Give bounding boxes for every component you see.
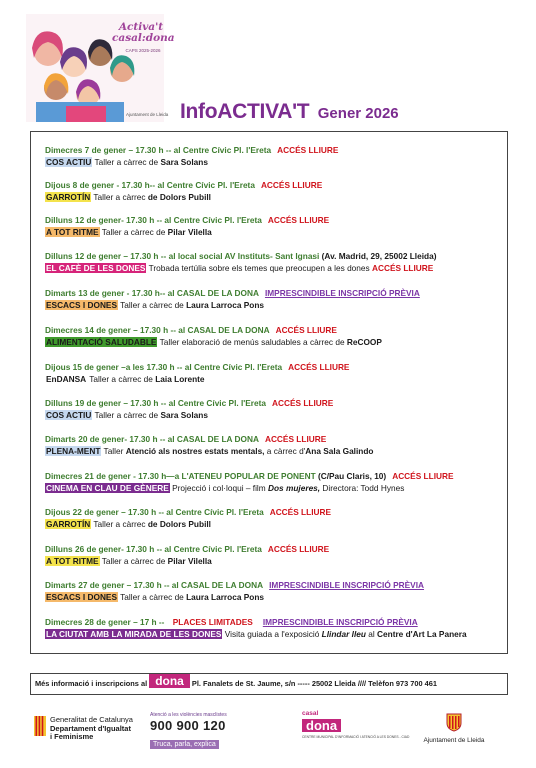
event-date: Dimecres 28 de gener – 17 h -- [45,617,167,627]
event-access-status: ACCÉS LLIURE [288,362,350,372]
event-date: Dimecres 21 de gener - 17.30 h—a [45,471,182,481]
event-place: CASAL DE LA DONA [176,288,259,298]
event-date: Dijous 15 de gener –a les 17.30 h -- al [45,362,194,372]
event-entry [45,180,505,203]
event-description: Taller a càrrec de [92,409,161,420]
contact-prefix: Més informació i inscripcions al [35,679,150,688]
event-date: Dilluns 26 de gener- 17.30 h -- al [45,544,174,554]
event-address: (Av. Madrid, 29, 25002 Lleida) [319,251,437,261]
event-header-line [45,434,505,446]
event-facilitator-secondary: Centre d'Art La Panera [377,628,467,639]
event-detail-line [45,629,505,641]
ajuntament-lleida-logo [414,712,494,744]
event-description: Taller [101,445,126,456]
generalitat-line1: Generalitat de Catalunya [50,715,133,724]
event-entry [45,398,505,421]
activity-tag: COS ACTIU [46,156,92,167]
event-entry [45,325,505,348]
generalitat-line3: i Feminisme [50,732,94,741]
event-detail-line [45,157,505,169]
event-description: Taller a càrrec [91,191,148,202]
event-entry [45,507,505,530]
event-detail-line [45,519,505,531]
event-facilitator: Laura Larroca Pons [186,299,265,310]
event-facilitator: Pilar Vilella [167,226,212,237]
event-header-line [45,215,505,227]
event-place: CASAL DE LA DONA [181,580,264,590]
event-place: Centre Cívic Pl. l'Ereta [166,180,255,190]
event-header-line [45,580,505,592]
event-description: Visita guiada a l'exposició [222,628,322,639]
event-date: Dilluns 12 de gener- 17.30 h -- al [45,215,174,225]
event-facilitator: de Dolors Pubill [147,518,211,529]
activity-tag: LA CIUTAT AMB LA MIRADA DE LES DONES [46,628,222,639]
event-header-line [45,507,505,519]
contact-bar [30,673,508,695]
event-access-status: PLACES LIMITADES [172,617,253,627]
event-detail-line [45,374,505,386]
event-place: Centre Cívic Pl. l'Ereta [182,145,272,155]
event-header-line [45,145,505,157]
activity-tag: COS ACTIU [46,409,92,420]
event-place: CASAL DE LA DONA [176,434,259,444]
event-date: Dimecres 14 de gener – 17.30 h -- al [45,325,188,335]
event-entry [45,215,505,238]
event-description: Taller a càrrec de [99,226,168,237]
title-month: Gener 2026 [317,105,399,122]
casal-word: casal [302,710,319,717]
event-header-line [45,251,505,263]
event-place: Centre Cívic Pl. l'Ereta [193,362,283,372]
event-facilitator: Dos mujeres, [268,482,321,493]
event-entry [45,580,505,603]
event-date: Dijous 8 de gener - 17.30 h-- al [45,180,167,190]
event-entry [45,617,505,640]
event-detail-line [45,592,505,604]
event-detail-line [45,337,505,349]
event-detail-line [45,446,505,458]
activity-tag: A TOT RITME [46,555,99,566]
event-facilitator: Laia Lorente [155,373,205,384]
event-date: Dimarts 20 de gener- 17.30 h -- al [45,434,177,444]
activity-tag: GARROTÍN [46,191,91,202]
event-facilitator: Llindar lleu [321,628,366,639]
lleida-caption: Ajuntament de Lleida [423,737,485,744]
event-place: Centre Cívic Pl. l'Ereta [173,544,262,554]
casal-caption: CENTRE MUNICIPAL D'INFORMACIÓ I ATENCIÓ A LES DONES - CIAD [302,735,410,739]
events-list [30,131,508,654]
activity-tag: EL CAFÈ DE LES DONES [46,262,146,273]
event-date: Dilluns 12 de gener – 17.30 h -- al [45,251,178,261]
helpline-number: 900 900 120 [150,718,226,733]
event-place: CASAL DE LA DONA [187,325,270,335]
event-registration-status: IMPRESCINDIBLE INSCRIPCIÓ PRÈVIA [262,617,418,627]
event-access-status: ACCÉS LLIURE [277,145,339,155]
event-facilitator: de Dolors Pubill [147,191,211,202]
activity-tag: GARROTÍN [46,518,91,529]
event-facilitator-secondary: Ana Sala Galindo [305,445,374,456]
event-date: Dimecres 7 de gener – 17.30 h -- al [45,145,183,155]
event-description: Trobada tertúlia sobre els temes que preocupen a les dones [146,262,372,273]
casal-dona-badge: dona [149,674,190,688]
event-header-line [45,288,505,300]
event-header-line [45,398,505,410]
event-access-status: ACCÉS LLIURE [272,398,334,408]
event-date: Dijous 22 de gener – 17.30 h -- al [45,507,176,517]
event-place: local social AV Instituts- Sant Ignasi [177,251,320,261]
generalitat-emblem-icon [34,716,46,736]
lleida-crest-icon [443,712,465,732]
event-description-tail: a càrrec d' [264,445,306,456]
event-detail-line [45,192,505,204]
event-entry [45,145,505,168]
event-date: Dilluns 19 de gener – 17.30 h -- al [45,398,178,408]
event-header-line [45,362,505,374]
event-description: Taller a càrrec de [118,299,187,310]
helpline-tagline: Truca, parla, explica [150,740,219,749]
activity-tag: PLENA-MENT [46,445,101,456]
activity-tag: CINEMA EN CLAU DE GÈNERE [46,482,169,493]
event-header-line [45,325,505,337]
event-description: Taller a càrrec de [87,373,156,384]
event-date: Dimarts 27 de gener – 17.30 h -- al [45,580,182,590]
event-access-status: ACCÉS LLIURE [267,544,330,554]
activity-tag: A TOT RITME [46,226,99,237]
event-header-line [45,544,505,556]
event-entry [45,471,505,494]
event-access-status: IMPRESCINDIBLE INSCRIPCIÓ PRÈVIA [269,580,425,590]
event-detail-line [45,410,505,422]
event-date: Dimarts 13 de gener - 17.30 h-- al [45,288,177,298]
event-description: Taller elaboració de menús saludables a càrrec de [157,336,347,347]
event-entry [45,544,505,567]
activity-tag: ESCACS I DONES [46,591,117,602]
event-place: Centre Cívic Pl. l'Ereta [173,215,262,225]
page-title [180,100,399,124]
activity-tag: EnDANSA [46,373,87,384]
event-description: Taller a càrrec de [99,555,168,566]
event-access-status: ACCÉS LLIURE [371,262,434,273]
activat-logo: Activa't casal:dona [112,21,175,44]
event-header-line [45,471,505,483]
event-description: Projecció i col·loqui – film [169,482,268,493]
event-facilitator: Sara Solans [160,156,208,167]
title-main: InfoACTIVA'T [180,100,310,123]
activity-tag: ESCACS I DONES [46,299,117,310]
generalitat-line2: Departament d'Igualtat [50,723,131,733]
event-access-status: ACCÉS LLIURE [264,434,327,444]
activity-tag: ALIMENTACIÓ SALUDABLE [46,336,157,347]
event-detail-line [45,263,505,275]
event-entry [45,288,505,311]
event-description: Taller a càrrec [91,518,148,529]
event-place: Centre Cívic Pl. l'Ereta [177,398,267,408]
event-access-status: ACCÉS LLIURE [267,215,330,225]
event-header-line [45,617,505,629]
event-access-status: ACCÉS LLIURE [260,180,323,190]
logo-caption: CAPS 2025-2026 [125,48,161,53]
casal-dona-logo [302,710,410,739]
helpline-logo [150,712,230,751]
event-header-line [45,180,505,192]
event-entry [45,251,505,274]
event-description-tail: Directora: Todd Hynes [320,482,405,493]
event-address: (C/Pau Claris, 10) [315,471,387,481]
event-access-status: ACCÉS LLIURE [275,325,337,335]
contact-details: Pl. Fanalets de St. Jaume, s/n ----- 25002 Lleida //// Telèfon 973 700 461 [189,679,437,688]
event-facilitator: Atenció als nostres estats mentals, [125,445,265,456]
event-detail-line [45,556,505,568]
ajuntament-mini-caption: Ajuntament de Lleida [126,112,169,117]
helpline-caption: Atenció a les violències masclistes [150,712,227,718]
dona-word: dona [302,719,341,732]
event-description: Taller a càrrec de [118,591,187,602]
event-facilitator: ReCOOP [346,336,382,347]
event-facilitator: Pilar Vilella [167,555,212,566]
event-detail-line [45,483,505,495]
event-access-status: IMPRESCINDIBLE INSCRIPCIÓ PRÈVIA [264,288,420,298]
event-description: Taller a càrrec de [92,156,161,167]
event-access-status: ACCÉS LLIURE [269,507,332,517]
event-facilitator: Laura Larroca Pons [186,591,265,602]
event-detail-line [45,227,505,239]
event-entry [45,434,505,457]
event-place: Centre Cívic Pl. l'Ereta [175,507,264,517]
event-access-status: ACCÉS LLIURE [392,471,454,481]
event-entry [45,362,505,385]
event-description-tail: al [365,628,378,639]
event-facilitator: Sara Solans [160,409,208,420]
event-detail-line [45,300,505,312]
event-place: L'ATENEU POPULAR DE PONENT [181,471,316,481]
